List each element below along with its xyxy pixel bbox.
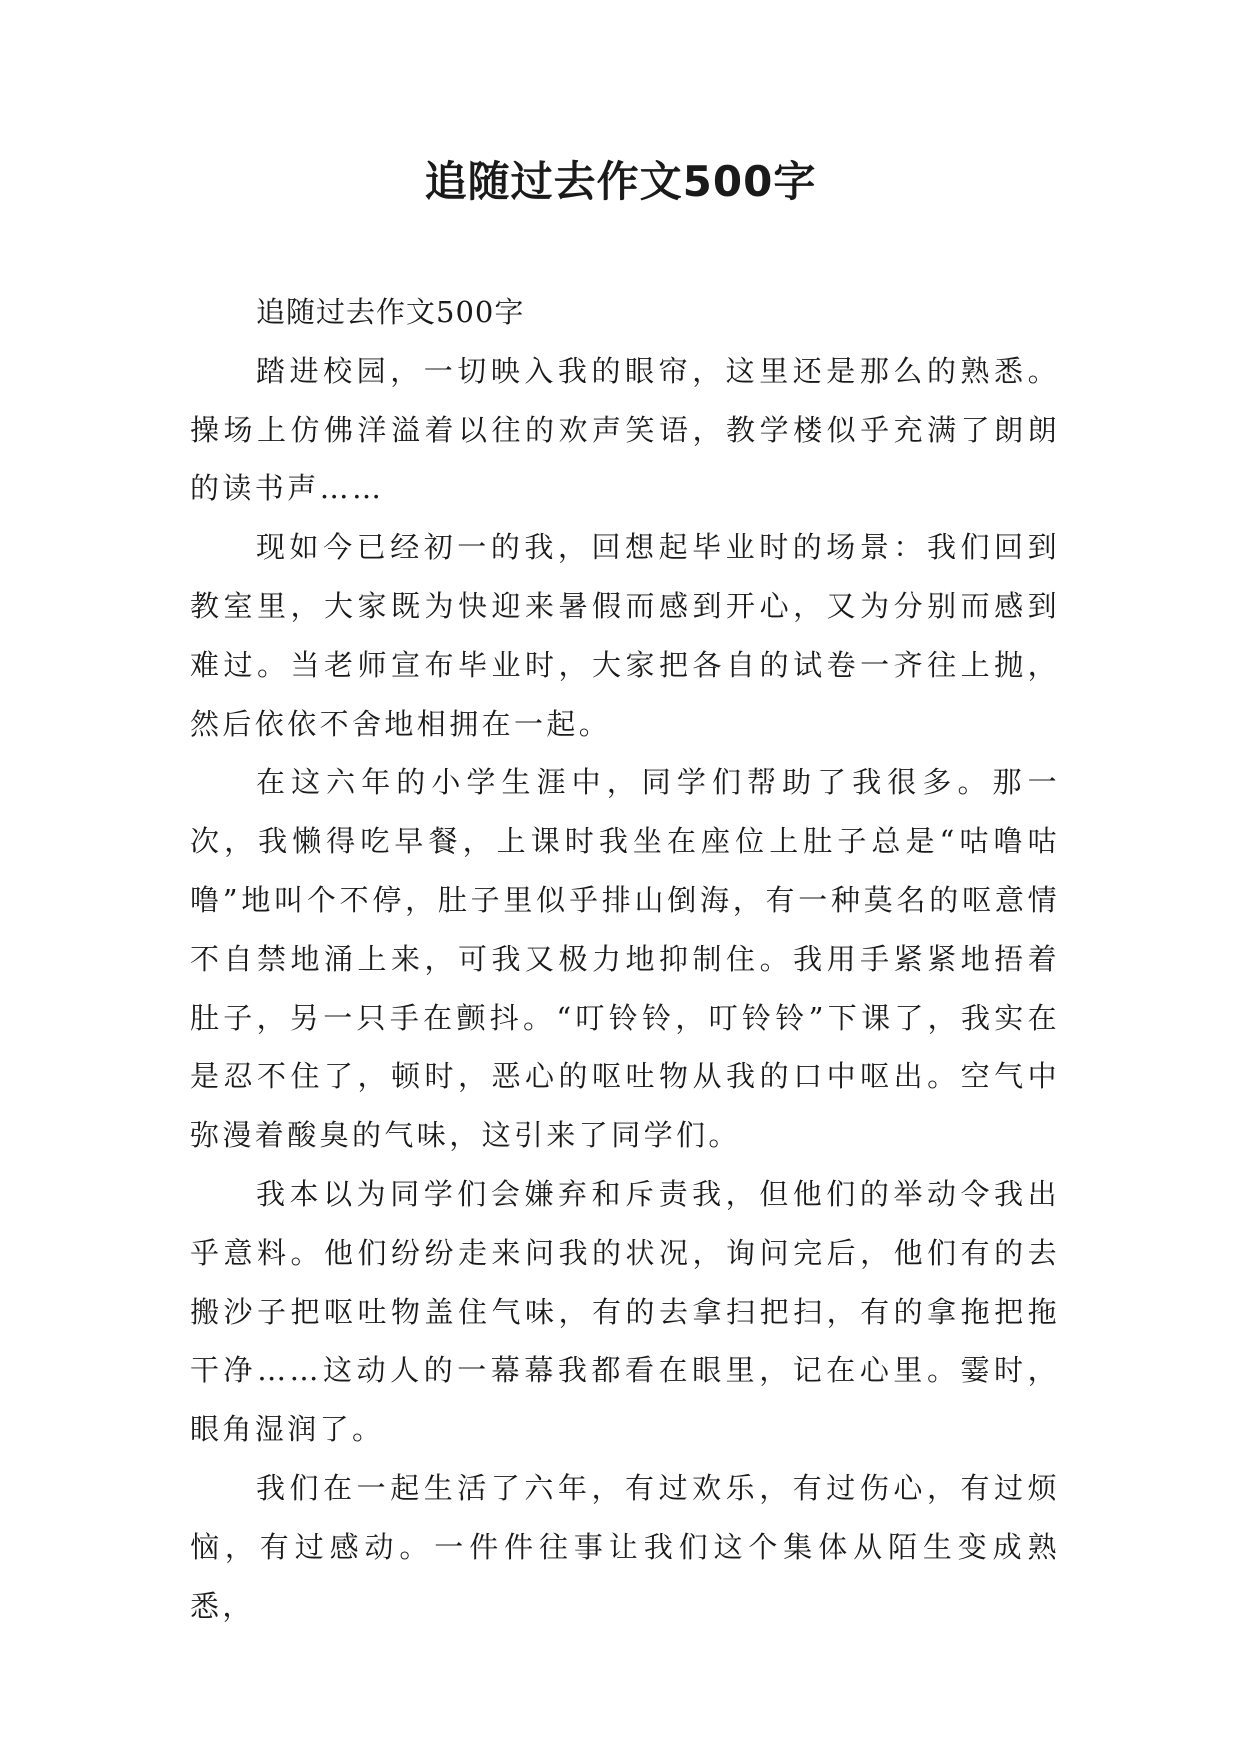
paragraph: 现如今已经初一的我，回想起毕业时的场景：我们回到教室里，大家既为快迎来暑假而感到开心，又为分别而感到难过。当老师宣布毕业时，大家把各自的试卷一齐往上抛，然后依依不舍地相拥在一起。 xyxy=(190,530,1060,741)
paragraph: 我本以为同学们会嫌弃和斥责我，但他们的举动令我出乎意料。他们纷纷走来问我的状况，询问完后，他们有的去搬沙子把呕吐物盖住气味，有的去拿扫把扫，有的拿拖把拖干净……这动人的一幕幕我都看在眼里，记在心里。霎时，眼角湿润了。 xyxy=(190,1176,1060,1447)
paragraph: 踏进校园，一切映入我的眼帘，这里还是那么的熟悉。操场上仿佛洋溢着以往的欢声笑语，教学楼似乎充满了朗朗的读书声…… xyxy=(190,353,1060,506)
document-body xyxy=(190,283,1060,1635)
paragraph: 在这六年的小学生涯中，同学们帮助了我很多。那一次，我懒得吃早餐，上课时我坐在座位上肚子总是“咕噜咕噜”地叫个不停，肚子里似乎排山倒海，有一种莫名的呕意情不自禁地涌上来，可我又极力地抑制住。我用手紧紧地捂着肚子，另一只手在颤抖。“叮铃铃，叮铃铃”下课了，我实在是忍不住了，顿时，恶心的呕吐物从我的口中呕出。空气中弥漫着酸臭的气味，这引来了同学们。 xyxy=(190,765,1060,1153)
paragraph: 我们在一起生活了六年，有过欢乐，有过伤心，有过烦恼，有过感动。一件件往事让我们这个集体从陌生变成熟悉， xyxy=(190,1470,1060,1623)
essay-subtitle: 追随过去作文500字 xyxy=(256,295,525,329)
document-title: 追随过去作文500字 xyxy=(424,157,817,206)
